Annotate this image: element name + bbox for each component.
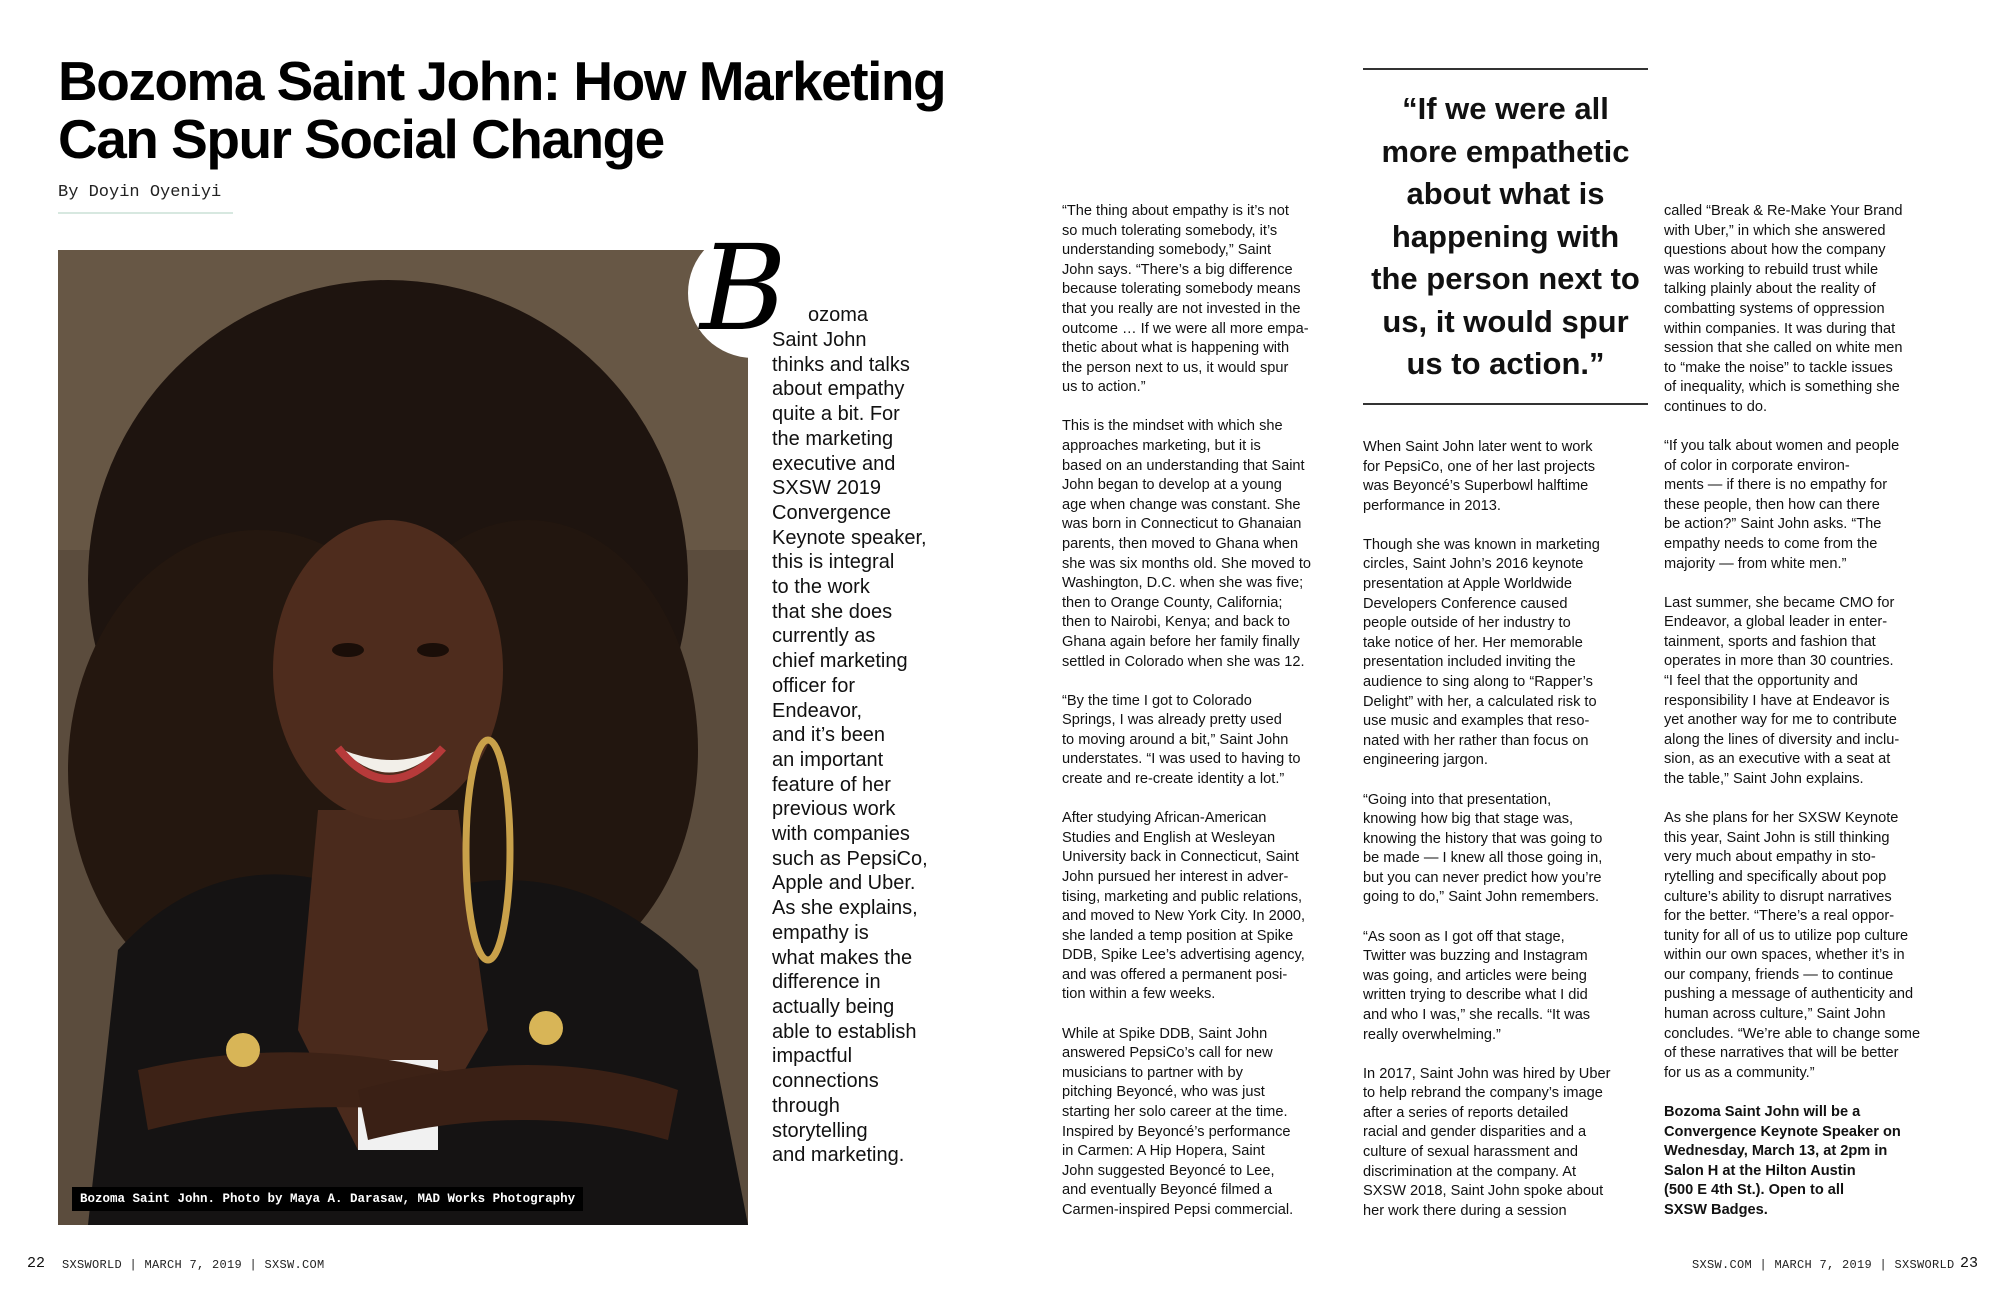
body-paragraph: Last summer, she became CMO for Endeavor, a global leader in enter- tainment, sports and fashion that operates in more than 30 countries. “I feel that the opportunity and responsibility I have at Endeavor is yet another way for me to contribute along the lines of diversity and inclu- sion, as an executive with a seat at the table,” Saint John explains. xyxy=(1664,594,1900,788)
body-paragraph: “The thing about empathy is it’s not so much tolerating somebody, it’s understanding somebody,” Saint John says. “There’s a big difference because tolerating somebody means that you really are not invested in the outcome … If we were all more empa- thetic about what is happening with the person next to us, it would spur us to action.” xyxy=(1062,203,1309,396)
body-paragraph: “Going into that presentation, knowing how big that stage was, knowing the history that was going to be made — I knew all those going in, but you can never predict how you’re going to do,” Saint John remembers. xyxy=(1363,791,1603,906)
body-paragraph: After studying African-American Studies and English at Wesleyan University back in Connecticut, Saint John pursued her interest in adver- tising, marketing and public relations, and moved to New York City. In 2000, she landed a temp position at Spike DDB, Spike Lee’s advertising agency, and was offered a permanent posi- tion within a few weeks. xyxy=(1062,810,1306,1003)
pullquote-bottom-rule xyxy=(1363,403,1648,405)
portrait-photo xyxy=(58,250,748,1225)
pullquote: “If we were all more empathetic about what is happening with the person next to us, it would spur us to action.” xyxy=(1371,91,1640,381)
body-paragraph: As she plans for her SXSW Keynote this year, Saint John is still thinking very much about empathy in sto- rytelling and specifically about pop culture’s ability to disrupt narratives for the better. “There’s a real oppor- tunity for all of us to utilize pop culture within our own spaces, whether it’s in our company, friends — to continue pushing a message of authenticity and human across culture,” Saint John concludes. “We’re able to change some of these narratives that will be better for us as a community.” xyxy=(1664,810,1921,1081)
body-paragraph: “If you talk about women and people of color in corporate environ- ments — if there is no empathy for these people, then how can there be action?” Saint John asks. “The empathy needs to come from the majority — from white men.” xyxy=(1664,438,1900,572)
body-column-2 xyxy=(1363,438,1648,1241)
dropcap-letter: B xyxy=(700,219,787,357)
body-paragraph: “As soon as I got off that stage, Twitter was buzzing and Instagram was going, and articles were being written trying to describe what I did and who I was,” she recalls. “It was really overwhelming.” xyxy=(1363,928,1591,1043)
lead-first-line: ozoma xyxy=(808,304,869,326)
article-title: Bozoma Saint John: How Marketing Can Spur Social Change xyxy=(58,50,946,170)
page-number-left: 22 xyxy=(27,1255,46,1272)
body-paragraph: In 2017, Saint John was hired by Uber to help rebrand the company’s image after a series of reports detailed racial and gender disparities and a culture of sexual harassment and discrimination at the company. At SXSW 2018, Saint John spoke about her work there during a session xyxy=(1363,1065,1611,1219)
pullquote-top-rule xyxy=(1363,68,1648,70)
folio-right: SXSW.COM | MARCH 7, 2019 | SXSWORLD xyxy=(1692,1258,1955,1272)
body-paragraph: called “Break & Re-Make Your Brand with Uber,” in which she answered questions about how the company was working to rebuild trust while talking plainly about the reality of combatting systems of oppression within companies. It was during that session that she called on white men to “make the noise” to tackle issues of inequality, which is something she continues to do. xyxy=(1664,203,1903,415)
photo-caption: Bozoma Saint John. Photo by Maya A. Darasaw, MAD Works Photography xyxy=(72,1187,583,1211)
byline: By Doyin Oyeniyi xyxy=(58,183,233,214)
body-paragraph: “By the time I got to Colorado Springs, I was already pretty used to moving around a bit,” Saint John understates. “I was used to having to create and re-create identity a lot.” xyxy=(1062,692,1301,788)
body-paragraph: Though she was known in marketing circles, Saint John’s 2016 keynote presentation at Apple Worldwide Developers Conference caused people outside of her industry to take notice of her. Her memorable presentation included inviting the audience to sing along to “Rapper’s Delight” with her, a calculated risk to use music and examples that reso- nated with her rather than focus on engineering jargon. xyxy=(1363,536,1600,769)
page-number-right: 23 xyxy=(1960,1255,1979,1272)
body-column-3 xyxy=(1664,202,1949,1240)
event-info: Bozoma Saint John will be a Convergence Keynote Speaker on Wednesday, March 13, at 2pm in Salon H at the Hilton Austin (500 E 4th St.). Open to all SXSW Badges. xyxy=(1664,1103,1901,1218)
folio-left: SXSWORLD | MARCH 7, 2019 | SXSW.COM xyxy=(62,1258,325,1272)
body-paragraph: While at Spike DDB, Saint John answered PepsiCo’s call for new musicians to partner with by pitching Beyoncé, who was just starting her solo career at the time. Inspired by Beyoncé’s performance in Carmen: A Hip Hopera, Saint John suggested Beyoncé to Lee, and eventually Beyoncé filmed a Carmen-inspired Pepsi commercial. xyxy=(1062,1025,1294,1218)
lead-paragraph: Saint John thinks and talks about empathy quite a bit. For the marketing executive and SXSW 2019 Convergence Keynote speaker, this is integral to the work that she does currently as chief marketing officer for Endeavor, and it’s been an important feature of her previous work with companies such as PepsiCo, Apple and Uber. As she explains, empathy is what makes the difference in actually being able to establish impactful connections through storytelling and marketing. xyxy=(772,329,928,1167)
body-paragraph: This is the mindset with which she approaches marketing, but it is based on an understanding that Saint John began to develop at a young age when change was constant. She was born in Connecticut to Ghanaian parents, then moved to Ghana when she was six months old. She moved to Washington, D.C. when she was five; then to Orange County, California; then to Nairobi, Kenya; and back to Ghana again before her family finally settled in Colorado when she was 12. xyxy=(1062,418,1312,670)
portrait-illustration xyxy=(58,250,748,1225)
body-paragraph: When Saint John later went to work for PepsiCo, one of her last projects was Beyoncé’s Superbowl halftime performance in 2013. xyxy=(1363,439,1595,514)
body-column-1 xyxy=(1062,202,1347,1240)
